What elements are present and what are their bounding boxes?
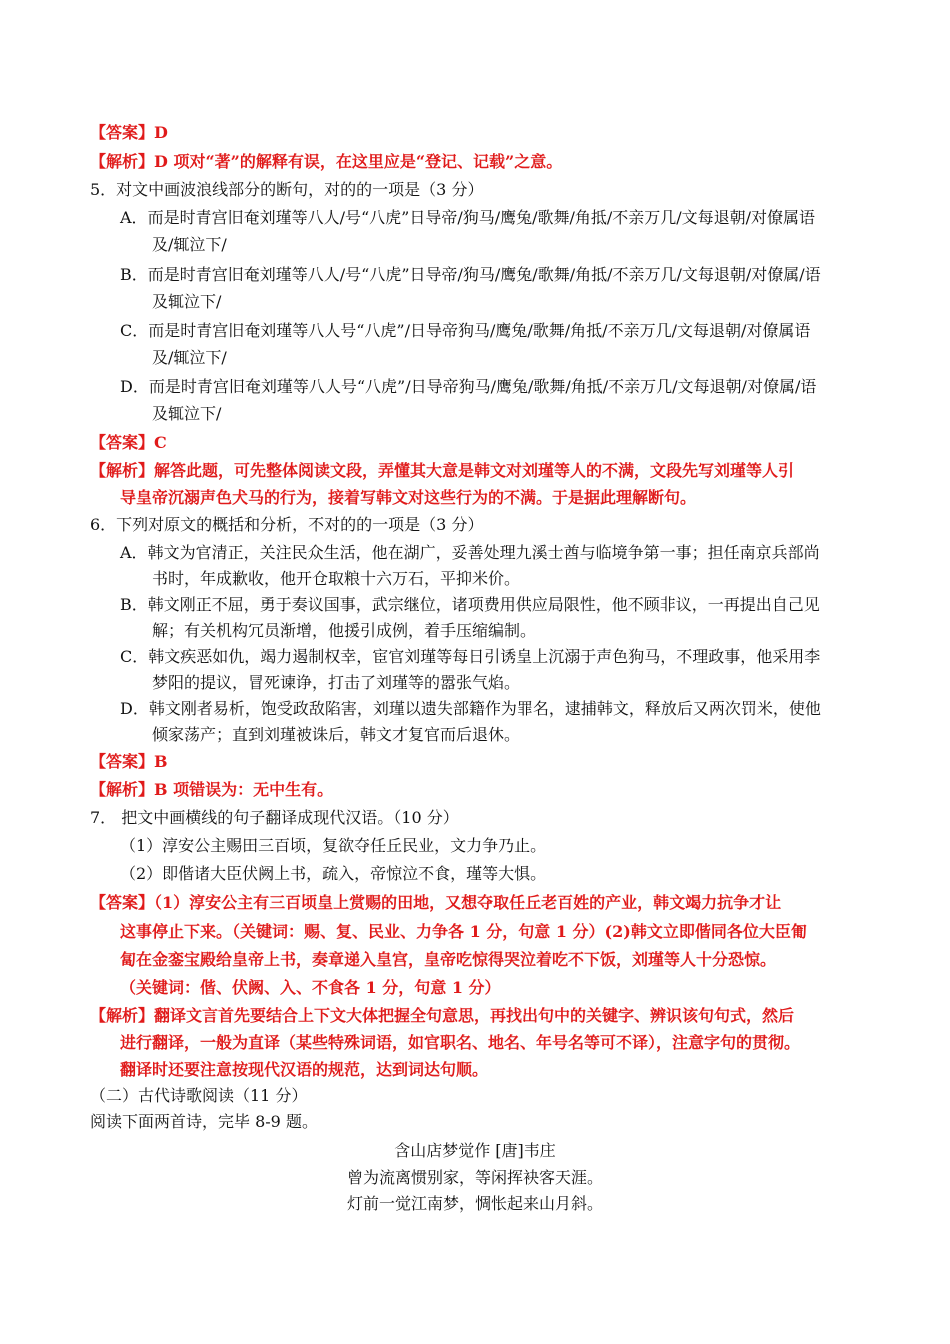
q5-option-d: [120, 374, 868, 400]
option-text: 韩文为官清正，关注民众生活，他在湖广，妥善处理九溪士酋与临境争第一事；担任南京兵部尚: [147, 543, 820, 562]
q7-sentence-1: （1）淳安公主赐田三百顷，复欲夺任丘民业，文力争乃止。: [120, 836, 547, 855]
option-label: A．: [120, 543, 148, 562]
q5-option-b-cont: 及辄泣下/: [152, 292, 222, 311]
q7-stem: 7． 把文中画横线的句子翻译成现代汉语。（10 分）: [90, 808, 459, 827]
q6-option-b-cont: 解；有关机构冗员渐增，他援引成例，着手压缩编制。: [152, 621, 537, 640]
q4-analysis: 【解析】D 项对“著”的解释有误，在这里应是“登记、记载”之意。: [90, 152, 563, 171]
q7-analysis-cont-1: 进行翻译，一般为直译（某些特殊词语，如官职名、地名、年号名等可不译），注意字句的贯彻。: [120, 1033, 801, 1052]
q4-answer: 【答案】D: [90, 123, 168, 142]
q7-sentence-2: （2）即偕诸大臣伏阙上书，疏入，帝惊泣不食，瑾等大惧。: [120, 864, 547, 883]
q6-option-a: [120, 540, 868, 566]
q6-option-b: [120, 592, 868, 618]
option-text: 而是时青宫旧奄刘瑾等八人号“八虎”/日导帝狗马/鹰兔/歌舞/角抵/不亲万几/文每退朝/对僚属语: [148, 321, 811, 340]
section-heading: （二）古代诗歌阅读（11 分）: [90, 1086, 308, 1105]
q5-option-d-cont: 及辄泣下/: [152, 404, 222, 423]
q5-option-a: [120, 205, 868, 231]
q6-option-c: [120, 644, 868, 670]
option-text: 而是时青宫旧奄刘瑾等八人/号“八虎”日导帝/狗马/鹰兔/歌舞/角抵/不亲万几/文每退朝/对僚属语: [147, 208, 816, 227]
poem-line-1: 曾为流离惯别家，等闲挥袂客天涯。: [346, 1168, 603, 1187]
q7-analysis-cont-2: 翻译时还要注意按现代汉语的规范，达到词达句顺。: [120, 1060, 489, 1079]
option-text: 韩文刚正不屈，勇于奏议国事，武宗继位，诸项费用供应局限性，他不顾非议，一再提出自己见: [147, 595, 820, 614]
option-label: D．: [120, 699, 149, 718]
q5-answer: 【答案】C: [90, 433, 167, 452]
q7-analysis: 【解析】翻译文言首先要结合上下文大体把握全句意思，再找出句中的关键字、辨识该句句式，然后: [90, 1006, 795, 1025]
q5-analysis-cont: 导皇帝沉溺声色犬马的行为，接着写韩文对这些行为的不满。于是据此理解断句。: [120, 488, 697, 507]
q7-answer-cont-1: 这事停止下来。（关键词：赐、复、民业、力争各 1 分，句意 1 分）(2)韩文立即偕同各位大臣匍: [120, 922, 807, 941]
q5-stem: 5．对文中画波浪线部分的断句，对的的一项是（3 分）: [90, 180, 484, 199]
option-text: 韩文刚者易析，饱受政敌陷害，刘瑾以遗失部籍作为罪名，逮捕韩文，释放后又两次罚米，使他: [148, 699, 821, 718]
option-label: C．: [120, 647, 149, 666]
q7-answer-cont-3: （关键词：偕、伏阙、入、不食各 1 分，句意 1 分）: [120, 978, 501, 997]
option-label: D．: [120, 377, 149, 396]
section-instruction: 阅读下面两首诗，完毕 8-9 题。: [90, 1112, 318, 1131]
q7-answer: 【答案】（1）淳安公主有三百顷皇上赏赐的田地，又想夺取任丘老百姓的产业，韩文竭力抗争才让: [90, 893, 782, 912]
q6-option-d: [120, 696, 868, 722]
q6-analysis: 【解析】B 项错误为：无中生有。: [90, 780, 334, 799]
option-text: 韩文疾恶如仇，竭力遏制权幸，宦官刘瑾等每日引诱皇上沉溺于声色狗马，不理政事，他采用李: [148, 647, 821, 666]
q5-analysis: 【解析】解答此题，可先整体阅读文段，弄懂其大意是韩文对刘瑾等人的不满，文段先写刘瑾等人引: [90, 461, 795, 480]
q5-option-b: [120, 262, 868, 288]
q6-option-d-cont: 倾家荡产；直到刘瑾被诛后，韩文才复官而后退休。: [152, 725, 521, 744]
q7-answer-cont-2: 匐在金銮宝殿给皇帝上书，奏章递入皇宫，皇帝吃惊得哭泣着吃不下饭，刘瑾等人十分恐惊。: [120, 950, 777, 969]
option-text: 而是时青宫旧奄刘瑾等八人/号“八虎”日导帝/狗马/鹰兔/歌舞/角抵/不亲万几/文每退朝/对僚属/语: [147, 265, 821, 284]
poem-line-2: 灯前一觉江南梦，惆怅起来山月斜。: [346, 1194, 603, 1213]
q6-stem: 6．下列对原文的概括和分析，不对的的一项是（3 分）: [90, 515, 484, 534]
option-text: 而是时青宫旧奄刘瑾等八人号“八虎”/日导帝狗马/鹰兔/歌舞/角抵/不亲万几/文每退朝/对僚属/语: [148, 377, 817, 396]
q5-option-a-cont: 及/辄泣下/: [152, 235, 227, 254]
option-label: B．: [120, 595, 148, 614]
q6-answer: 【答案】B: [90, 752, 168, 771]
option-label: A．: [120, 208, 148, 227]
q6-option-c-cont: 梦阳的提议，冒死谏诤，打击了刘瑾等的嚣张气焰。: [152, 673, 521, 692]
poem-title: 含山店梦觉作 [唐]韦庄: [394, 1141, 556, 1160]
q6-option-a-cont: 书时，年成歉收，他开仓取粮十六万石，平抑米价。: [152, 569, 521, 588]
option-label: B．: [120, 265, 148, 284]
option-label: C．: [120, 321, 149, 340]
q5-option-c-cont: 及/辄泣下/: [152, 348, 227, 367]
q5-option-c: [120, 318, 868, 344]
